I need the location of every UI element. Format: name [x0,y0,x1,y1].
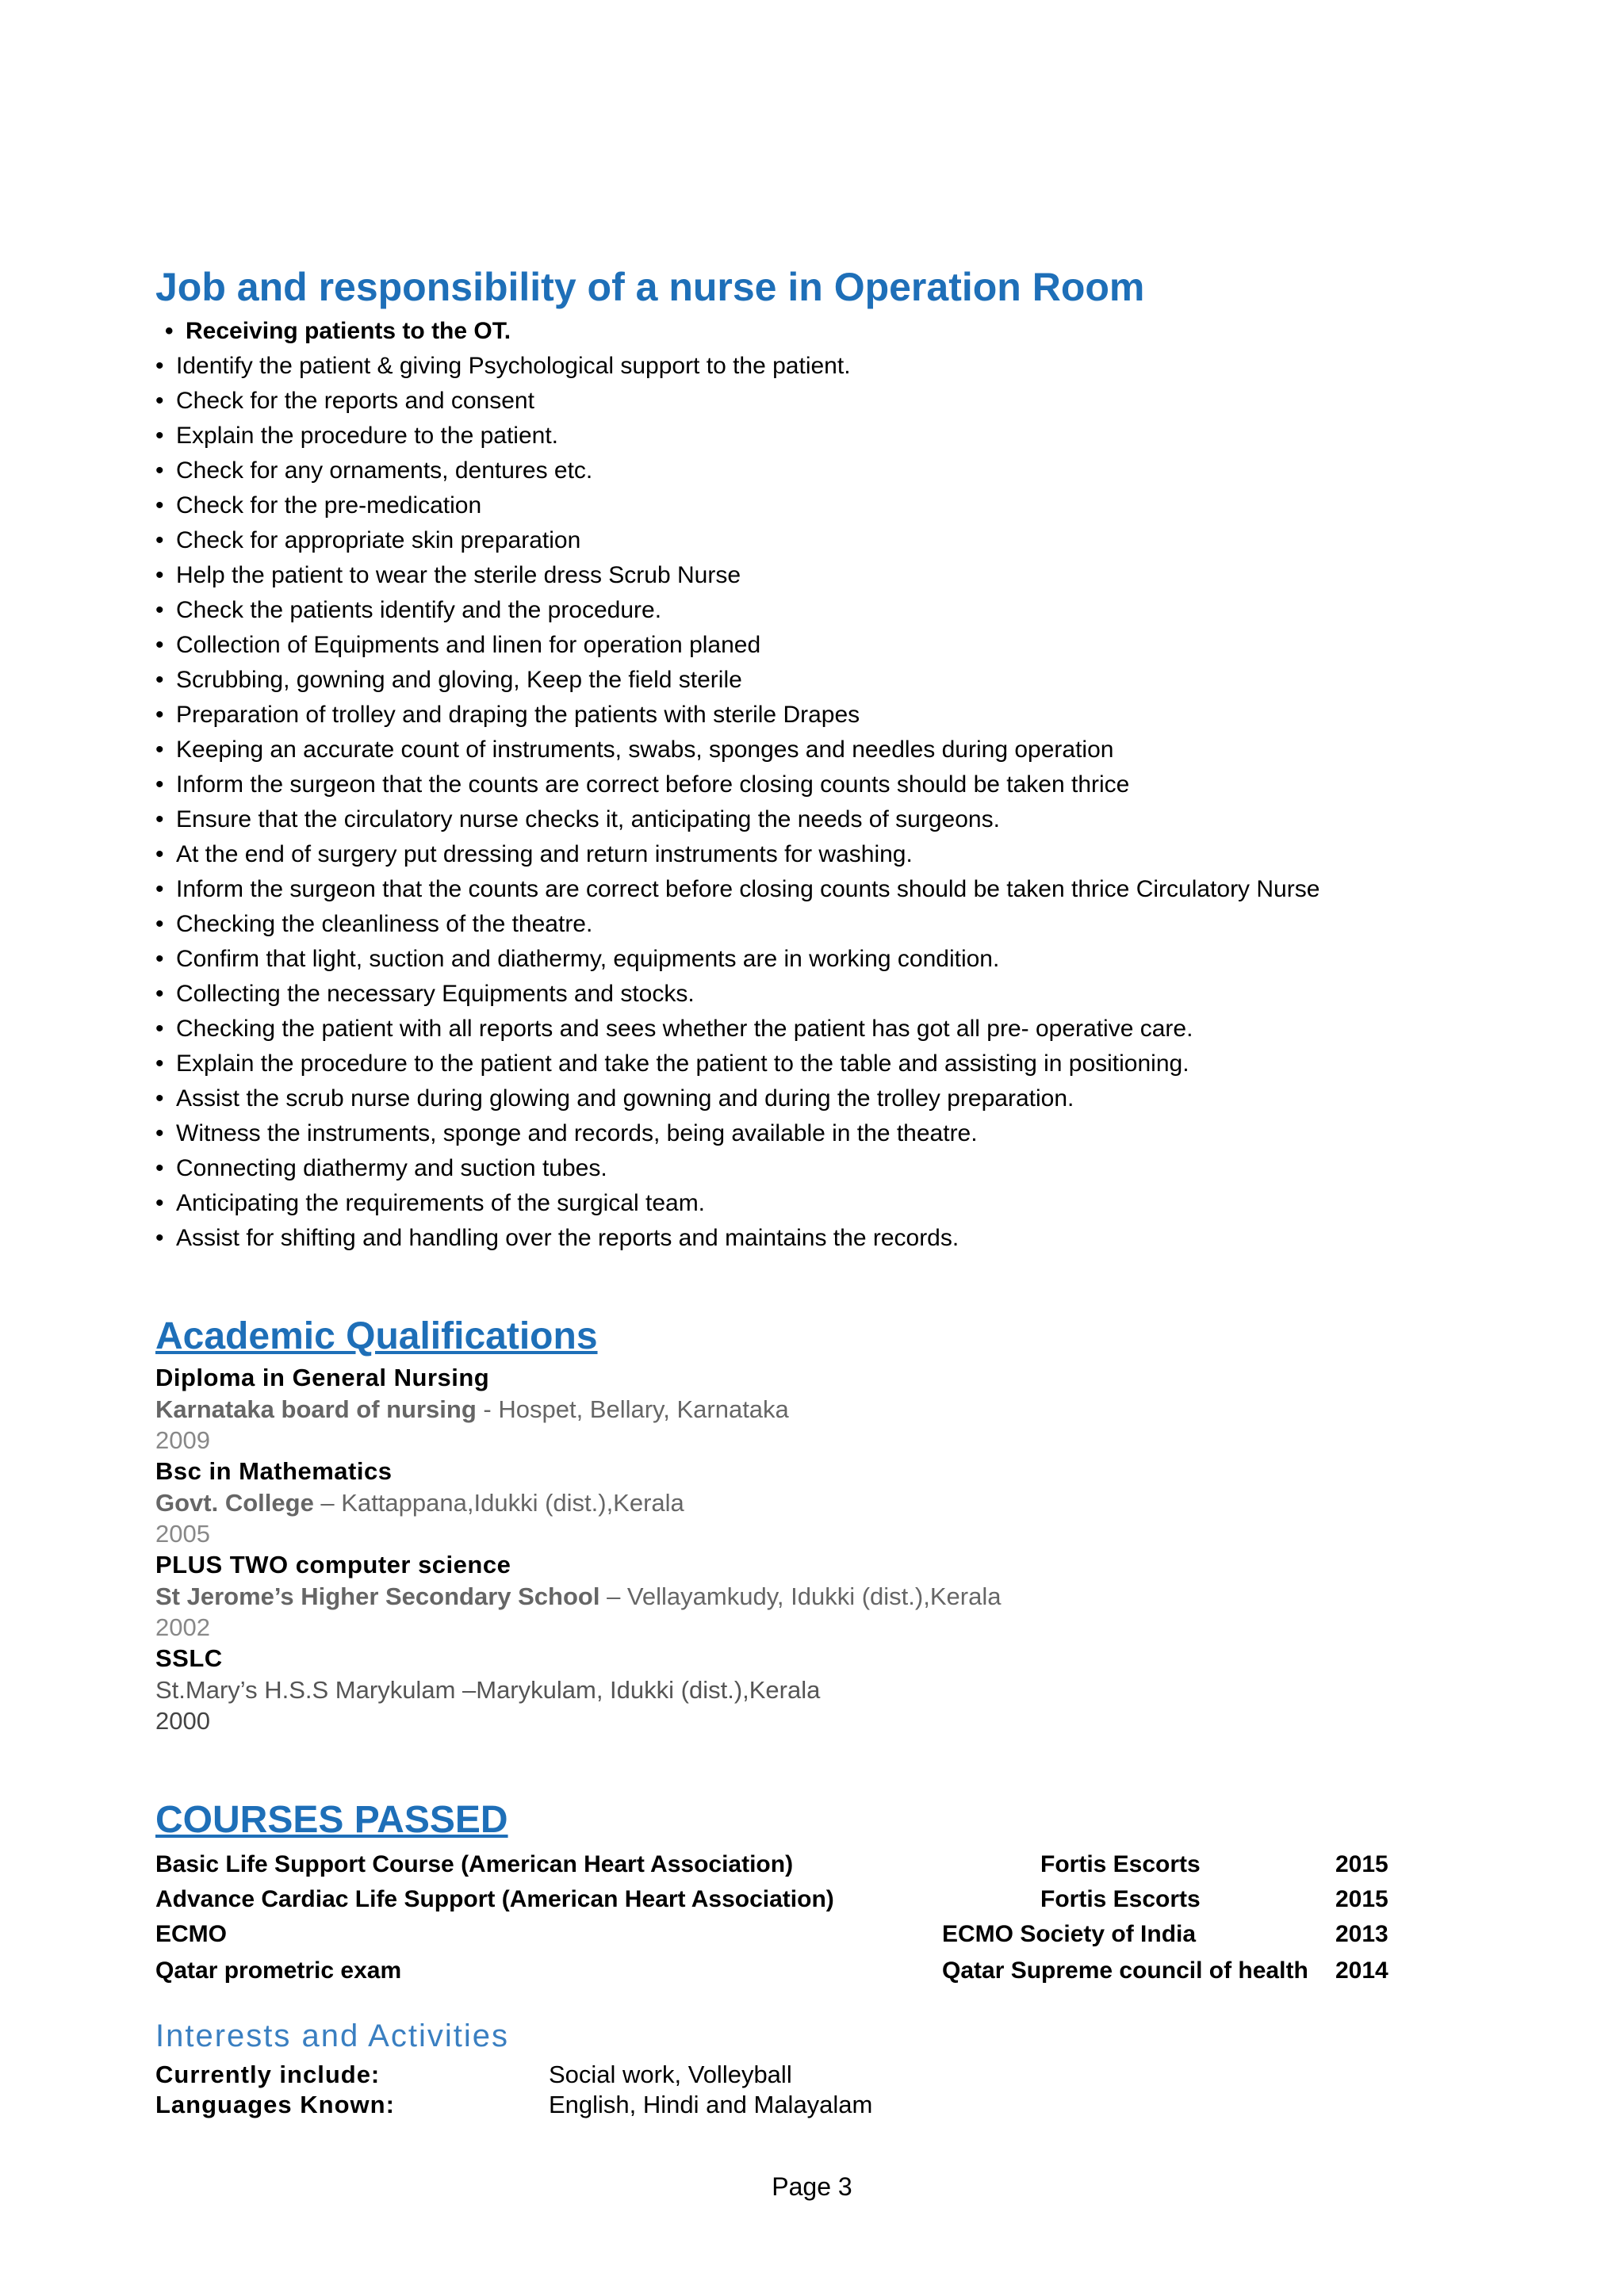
course-name: ECMO [155,1921,227,1947]
academic-qualifications-heading: Academic Qualifications [155,1315,598,1357]
bullet-icon: • [155,1050,164,1077]
bullet-icon: • [155,876,164,902]
bullet-icon: • [155,1085,164,1112]
table-row [155,1847,1408,1882]
qualification-entry [155,1643,1424,1736]
list-item: • Check for any ornaments, dentures etc. [155,453,1551,488]
bullet-icon: • [155,1155,164,1181]
list-item: • Explain the procedure to the patient. [155,419,1551,453]
bullet-icon: • [155,562,164,588]
list-item: • Keeping an accurate count of instruments, swabs, sponges and needles during operation [155,733,1551,767]
qualification-entry [155,1456,1424,1549]
institution-name: Karnataka board of nursing [155,1395,477,1423]
bullet-icon: • [155,702,164,728]
institution-line [155,1487,1424,1519]
course-year: 2015 [1335,1886,1388,1912]
list-item: • Check for the reports and consent [155,384,1551,419]
list-item: • Collecting the necessary Equipments and stocks. [155,977,1551,1012]
list-item: • Connecting diathermy and suction tubes. [155,1151,1551,1186]
institution-line [155,1674,1424,1706]
interests-activities-heading: Interests and Activities [155,2019,509,2053]
course-year: 2015 [1335,1851,1388,1877]
course-year: 2013 [1335,1921,1388,1947]
list-item: • Checking the patient with all reports and sees whether the patient has got all pre- operative care. [155,1012,1551,1047]
list-item: • Collection of Equipments and linen for operation planed [155,628,1551,663]
bullet-icon: • [155,632,164,658]
degree-title: PLUS TWO computer science [155,1551,511,1578]
bullet-icon: • [155,841,164,867]
bullet-icon: • [155,911,164,937]
table-row [155,1882,1408,1917]
qualification-entry [155,1549,1424,1643]
bullet-icon: • [155,737,164,763]
courses-passed-heading: COURSES PASSED [155,1799,508,1841]
job-responsibility-heading: Job and responsibility of a nurse in Operation Room [155,265,1145,309]
bullet-icon: • [155,806,164,832]
course-name: Qatar prometric exam [155,1957,402,1984]
course-provider: Fortis Escorts [1040,1851,1201,1877]
table-row [155,1954,1408,1988]
list-item: • Confirm that light, suction and diathermy, equipments are in working condition. [155,942,1551,977]
bullet-icon: • [155,1225,164,1251]
list-item: • Check the patients identify and the procedure. [155,593,1551,628]
degree-title: SSLC [155,1644,223,1672]
interest-label: Languages Known: [155,2091,395,2118]
bullet-icon: • [155,1120,164,1146]
list-item: • Check for the pre-medication [155,488,1551,523]
list-item: • Help the patient to wear the sterile dress Scrub Nurse [155,558,1551,593]
qualification-year: 2002 [155,1613,210,1641]
list-item: • Assist for shifting and handling over the reports and maintains the records. [155,1221,1551,1256]
bullet-icon: • [155,597,164,623]
list-item: • Checking the cleanliness of the theatre. [155,907,1551,942]
institution-name: Govt. College [155,1489,314,1517]
degree-title: Diploma in General Nursing [155,1364,490,1391]
institution-line [155,1581,1424,1613]
job-responsibility-list [155,314,1551,1256]
table-row [155,1917,1408,1952]
course-year: 2014 [1335,1957,1388,1984]
qualification-year: 2000 [155,1707,210,1735]
list-item: • Preparation of trolley and draping the patients with sterile Drapes [155,698,1551,733]
interest-value: Social work, Volleyball [549,2061,792,2088]
page-number: Page 3 [772,2172,852,2201]
interest-row [155,2060,1107,2090]
bullet-icon: • [165,318,174,344]
list-item: • Inform the surgeon that the counts are correct before closing counts should be taken thrice [155,767,1551,802]
academic-qualifications-list [155,1362,1424,1736]
bullet-icon: • [155,667,164,693]
institution-line [155,1394,1424,1425]
course-provider: ECMO Society of India [942,1921,1197,1947]
bullet-icon: • [155,771,164,798]
interest-label: Currently include: [155,2061,381,2088]
bullet-icon: • [155,946,164,972]
list-item: • Inform the surgeon that the counts are correct before closing counts should be taken thrice Circulatory Nurse [155,872,1551,907]
interest-value: English, Hindi and Malayalam [549,2091,873,2118]
list-item: • Scrubbing, gowning and gloving, Keep the field sterile [155,663,1551,698]
bullet-icon: • [155,492,164,519]
course-name: Advance Cardiac Life Support (American Heart Association) [155,1886,834,1912]
bullet-icon: • [155,423,164,449]
qualification-entry [155,1362,1424,1456]
bullet-icon: • [155,388,164,414]
qualification-year: 2005 [155,1520,210,1548]
bullet-icon: • [155,1016,164,1042]
bullet-icon: • [155,981,164,1007]
list-item: • Identify the patient & giving Psychological support to the patient. [155,349,1551,384]
list-item: • At the end of surgery put dressing and return instruments for washing. [155,837,1551,872]
bullet-icon: • [155,457,164,484]
list-item: • Anticipating the requirements of the surgical team. [155,1186,1551,1221]
list-item: • Assist the scrub nurse during glowing and gowning and during the trolley preparation. [155,1081,1551,1116]
interests-list [155,2060,1107,2120]
list-item: • Ensure that the circulatory nurse checks it, anticipating the needs of surgeons. [155,802,1551,837]
courses-table [155,1847,1408,1988]
list-item: • Witness the instruments, sponge and records, being available in the theatre. [155,1116,1551,1151]
list-item: • Check for appropriate skin preparation [155,523,1551,558]
bullet-icon: • [155,353,164,379]
institution-location: – Kattappana,Idukki (dist.),Kerala [313,1489,684,1517]
list-item: • Receiving patients to the OT. [155,314,1551,349]
course-name: Basic Life Support Course (American Heart Association) [155,1851,794,1877]
institution-name: St Jerome’s Higher Secondary School [155,1582,600,1610]
institution-location: - Hospet, Bellary, Karnataka [476,1395,789,1423]
list-item: • Explain the procedure to the patient and take the patient to the table and assisting in positioning. [155,1047,1551,1081]
institution-location: St.Mary’s H.S.S Marykulam –Marykulam, Idukki (dist.),Kerala [155,1676,821,1704]
bullet-icon: • [155,1190,164,1216]
course-provider: Fortis Escorts [1040,1886,1201,1912]
degree-title: Bsc in Mathematics [155,1457,393,1485]
bullet-icon: • [155,527,164,553]
interest-row [155,2090,1107,2120]
qualification-year: 2009 [155,1426,210,1454]
institution-location: – Vellayamkudy, Idukki (dist.),Kerala [599,1582,1002,1610]
course-provider: Qatar Supreme council of health [942,1957,1308,1984]
